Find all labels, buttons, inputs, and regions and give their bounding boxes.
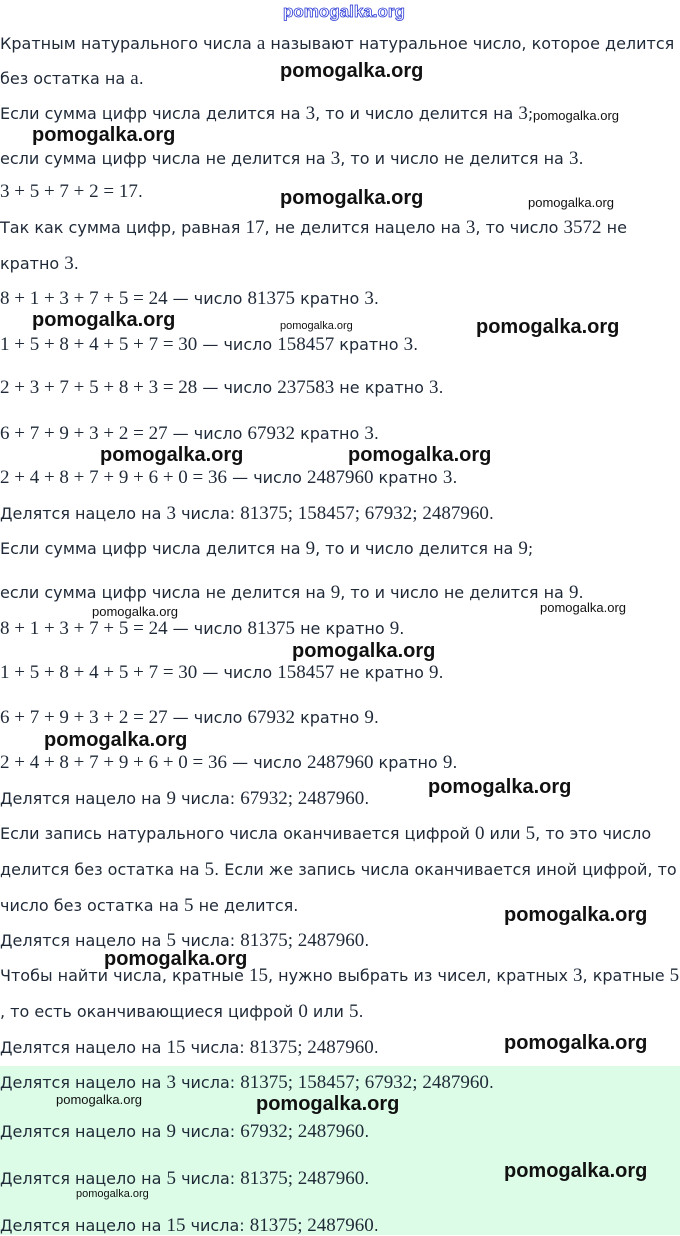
text-fragment: . — [373, 1216, 379, 1235]
math-expression: 158457 — [277, 334, 335, 355]
text-fragment: Делятся нацело на — [0, 789, 167, 808]
text-line — [0, 789, 369, 809]
text-fragment: , то число — [475, 218, 564, 237]
math-expression: 5 — [184, 895, 194, 916]
text-line — [0, 1122, 369, 1142]
text-fragment: ; — [527, 539, 534, 558]
watermark: pomogalka.org — [540, 600, 626, 615]
text-fragment: Делятся нацело на — [0, 1073, 167, 1092]
watermark: pomogalka.org — [76, 1188, 149, 1200]
math-expression: 3 — [568, 148, 579, 169]
text-line — [0, 966, 679, 986]
math-expression: 5 — [525, 823, 536, 844]
text-fragment: , то и число делится на — [315, 539, 519, 558]
text-fragment: , нужно выбрать из чисел, кратных — [267, 966, 574, 985]
text-line — [0, 708, 379, 728]
text-line — [0, 104, 533, 124]
text-line — [0, 424, 379, 444]
math-expression: 0 — [474, 823, 485, 844]
text-fragment: Делятся нацело на — [0, 504, 167, 523]
text-fragment: . — [438, 378, 444, 397]
watermark: pomogalka.org — [280, 320, 353, 332]
math-expression: 81375; 2487960 — [240, 1168, 365, 1189]
watermark: pomogalka.org — [476, 316, 620, 338]
text-line — [0, 753, 457, 773]
text-fragment: Если запись натурального числа оканчивается цифрой — [0, 824, 475, 843]
text-fragment: . — [452, 753, 458, 772]
math-expression: 3 — [364, 423, 374, 444]
text-fragment: если сумма цифр числа не делится на — [0, 149, 331, 168]
watermark: pomogalka.org — [504, 1160, 648, 1182]
math-expression: 5 — [166, 1168, 176, 1189]
text-line — [0, 1216, 379, 1236]
math-expression: 67932 — [247, 423, 295, 444]
text-line — [0, 896, 298, 916]
watermark: pomogalka.org — [504, 904, 648, 926]
text-fragment: числа: — [175, 789, 241, 808]
math-expression: 81375 — [247, 288, 295, 309]
math-expression: 15 — [248, 965, 268, 986]
math-expression: 15 — [166, 1215, 186, 1236]
text-line — [0, 824, 651, 844]
watermark: pomogalka.org — [280, 187, 424, 209]
text-line — [0, 378, 444, 398]
text-fragment: числа: — [175, 1169, 241, 1188]
text-fragment: . — [373, 1038, 379, 1057]
text-fragment: числа: — [175, 931, 241, 950]
text-fragment: кратно — [373, 753, 443, 772]
math-expression: 3 — [428, 377, 439, 398]
text-fragment: — число — [167, 708, 248, 727]
watermark: pomogalka.org — [292, 640, 436, 662]
text-fragment: . — [373, 424, 379, 443]
text-line — [0, 1038, 379, 1058]
watermark: pomogalka.org — [32, 124, 176, 146]
math-expression: 81375; 158457; 67932; 2487960 — [240, 1072, 489, 1093]
text-fragment: , то и число не делится на — [340, 583, 569, 602]
watermark: pomogalka.org — [533, 108, 619, 123]
math-expression: 3 — [403, 334, 414, 355]
math-expression: 2487960 — [306, 752, 374, 773]
text-fragment: — число — [197, 335, 278, 354]
text-fragment: . — [399, 619, 405, 638]
math-expression: a — [256, 33, 266, 54]
text-fragment: ; — [527, 104, 534, 123]
math-expression: 67932; 2487960 — [240, 788, 365, 809]
text-fragment: . — [138, 69, 144, 88]
math-expression: 3 — [64, 253, 74, 274]
math-expression: 67932; 2487960 — [240, 1121, 365, 1142]
text-fragment: кратно — [295, 424, 365, 443]
text-fragment: . — [452, 468, 458, 487]
math-expression: 3 — [518, 103, 528, 124]
math-expression: 0 — [298, 1001, 308, 1022]
text-line — [0, 504, 494, 524]
text-fragment: Чтобы найти числа, кратные — [0, 966, 249, 985]
watermark: pomogalka.org — [32, 309, 176, 331]
text-fragment: кратно — [295, 289, 365, 308]
math-expression: 81375; 158457; 67932; 2487960 — [240, 503, 489, 524]
math-expression: 3 — [573, 965, 583, 986]
text-fragment: . Если же запись числа оканчивается иной цифрой, то — [214, 860, 677, 879]
text-line — [0, 663, 444, 683]
text-fragment: не кратно — [295, 619, 390, 638]
text-fragment: или — [307, 1002, 350, 1021]
math-expression: 2487960 — [306, 467, 374, 488]
text-fragment: не кратно — [334, 663, 429, 682]
math-expression: 6 + 7 + 9 + 3 + 2 = 27 — [0, 707, 168, 728]
text-fragment: кратно — [0, 254, 65, 273]
text-fragment: . — [413, 335, 419, 354]
text-fragment: . — [364, 931, 370, 950]
text-line — [0, 149, 584, 169]
text-fragment: не делится. — [193, 896, 299, 915]
math-expression: 1 + 5 + 8 + 4 + 5 + 7 = 30 — [0, 662, 198, 683]
math-expression: 5 — [166, 930, 176, 951]
math-expression: 3 — [442, 467, 453, 488]
text-line — [0, 335, 418, 355]
text-fragment: или — [484, 824, 526, 843]
math-expression: 17 — [245, 217, 265, 238]
watermark: pomogalka.org — [428, 776, 572, 798]
math-expression: 1 + 5 + 8 + 4 + 5 + 7 = 30 — [0, 334, 198, 355]
text-fragment: Делятся нацело на — [0, 1122, 167, 1141]
watermark: pomogalka.org — [528, 195, 614, 210]
text-line — [0, 468, 457, 488]
text-fragment: — число — [227, 753, 307, 772]
text-fragment: . — [373, 289, 379, 308]
text-fragment: Кратным натурального числа — [0, 34, 257, 53]
text-fragment: Делятся нацело на — [0, 931, 167, 950]
math-expression: 9 — [428, 662, 439, 683]
math-expression: a — [130, 68, 139, 89]
watermark: pomogalka.org — [44, 729, 188, 751]
text-fragment: , то и число не делится на — [340, 149, 569, 168]
text-fragment: если сумма цифр числа не делится на — [0, 583, 331, 602]
text-fragment: — число — [167, 424, 248, 443]
text-fragment: делится без остатка на — [0, 860, 205, 879]
text-fragment: . — [73, 254, 79, 273]
text-fragment: числа: — [175, 504, 241, 523]
text-fragment: Делятся нацело на — [0, 1169, 167, 1188]
text-line — [0, 69, 144, 89]
math-expression: 3 — [166, 1072, 176, 1093]
text-fragment: без остатка на — [0, 69, 131, 88]
math-expression: 5 — [669, 965, 680, 986]
math-expression: 3 — [330, 148, 341, 169]
text-fragment: Если сумма цифр числа делится на — [0, 104, 306, 123]
math-expression: 81375; 2487960 — [249, 1215, 374, 1236]
text-fragment: Делятся нацело на — [0, 1216, 167, 1235]
watermark: pomogalka.org — [348, 444, 492, 466]
text-fragment: — число — [167, 289, 248, 308]
watermark: pomogalka.org — [92, 604, 178, 619]
text-fragment: — число — [167, 619, 248, 638]
text-line — [0, 619, 404, 639]
text-line — [0, 182, 143, 202]
text-fragment: , то есть оканчивающиеся цифрой — [0, 1002, 299, 1021]
math-expression: 2 + 3 + 7 + 5 + 8 + 3 = 28 — [0, 377, 198, 398]
math-expression: 81375; 2487960 — [240, 930, 365, 951]
math-expression: 9 — [442, 752, 453, 773]
math-expression: 3 — [364, 288, 374, 309]
math-expression: 3 — [166, 503, 176, 524]
math-expression: 6 + 7 + 9 + 3 + 2 = 27 — [0, 423, 168, 444]
text-fragment: Если сумма цифр числа делится на — [0, 539, 306, 558]
math-expression: 3 — [465, 217, 476, 238]
math-expression: 15 — [166, 1037, 186, 1058]
watermark: pomogalka.org — [504, 1032, 648, 1054]
text-fragment: — число — [197, 663, 278, 682]
math-expression: 9 — [166, 788, 176, 809]
math-expression: 9 — [305, 538, 316, 559]
watermark: pomogalka.org — [280, 60, 424, 82]
text-fragment: кратно — [373, 468, 443, 487]
text-line — [0, 218, 627, 238]
text-fragment: — число — [197, 378, 278, 397]
text-fragment: . — [364, 1169, 370, 1188]
text-line — [0, 1002, 364, 1022]
text-fragment: числа: — [185, 1038, 250, 1057]
text-line — [0, 539, 533, 559]
watermark: pomogalka.org — [100, 444, 244, 466]
math-expression: 81375; 2487960 — [249, 1037, 374, 1058]
text-fragment: . — [373, 708, 379, 727]
text-line — [0, 1073, 494, 1093]
math-expression: 2 + 4 + 8 + 7 + 9 + 6 + 0 = 36 — [0, 752, 228, 773]
text-fragment: , то и число делится на — [315, 104, 519, 123]
math-expression: 3 — [305, 103, 316, 124]
text-fragment: . — [488, 1073, 494, 1092]
text-fragment: называют натуральное число, которое делится — [265, 34, 675, 53]
math-expression: 3 + 5 + 7 + 2 = 17 — [0, 181, 138, 202]
site-watermark-header: pomogalka.org — [283, 2, 405, 21]
text-fragment: не кратно — [334, 378, 429, 397]
math-expression: 8 + 1 + 3 + 7 + 5 = 24 — [0, 288, 168, 309]
text-line — [0, 583, 584, 603]
text-fragment: — число — [227, 468, 307, 487]
text-fragment: числа: — [185, 1216, 250, 1235]
math-expression: 9 — [518, 538, 528, 559]
text-fragment: . — [488, 504, 494, 523]
text-fragment: . — [578, 149, 584, 168]
math-expression: 9 — [568, 582, 579, 603]
text-fragment: Делятся нацело на — [0, 1038, 167, 1057]
math-expression: 237583 — [277, 377, 335, 398]
text-fragment: , кратные — [582, 966, 670, 985]
math-expression: 158457 — [277, 662, 335, 683]
watermark: pomogalka.org — [56, 1092, 142, 1107]
text-fragment: , то это число — [535, 824, 652, 843]
watermark: pomogalka.org — [104, 948, 248, 970]
math-expression: 8 + 1 + 3 + 7 + 5 = 24 — [0, 618, 168, 639]
text-line — [0, 1169, 369, 1189]
text-fragment: . — [364, 789, 370, 808]
math-expression: 9 — [389, 618, 400, 639]
math-expression: 67932 — [247, 707, 295, 728]
math-expression: 5 — [204, 859, 215, 880]
text-line — [0, 34, 674, 54]
text-fragment: кратно — [295, 708, 365, 727]
text-fragment: числа: — [175, 1122, 241, 1141]
math-expression: 81375 — [247, 618, 295, 639]
text-fragment: . — [438, 663, 444, 682]
math-expression: 3572 — [563, 217, 602, 238]
text-line — [0, 254, 79, 274]
text-fragment: . — [358, 1002, 364, 1021]
text-fragment: , не делится нацело на — [264, 218, 466, 237]
text-fragment: . — [364, 1122, 370, 1141]
text-fragment: Так как сумма цифр, равная — [0, 218, 246, 237]
math-expression: 9 — [166, 1121, 176, 1142]
text-fragment: число без остатка на — [0, 896, 184, 915]
text-fragment: . — [578, 583, 584, 602]
math-expression: 5 — [349, 1001, 359, 1022]
math-expression: 2 + 4 + 8 + 7 + 9 + 6 + 0 = 36 — [0, 467, 228, 488]
math-expression: 9 — [364, 707, 374, 728]
math-expression: 9 — [330, 582, 341, 603]
watermark: pomogalka.org — [256, 1093, 400, 1115]
text-fragment: кратно — [334, 335, 404, 354]
text-fragment: не — [601, 218, 627, 237]
text-line — [0, 289, 379, 309]
text-fragment: . — [137, 182, 143, 201]
text-fragment: числа: — [175, 1073, 241, 1092]
text-line — [0, 860, 677, 880]
